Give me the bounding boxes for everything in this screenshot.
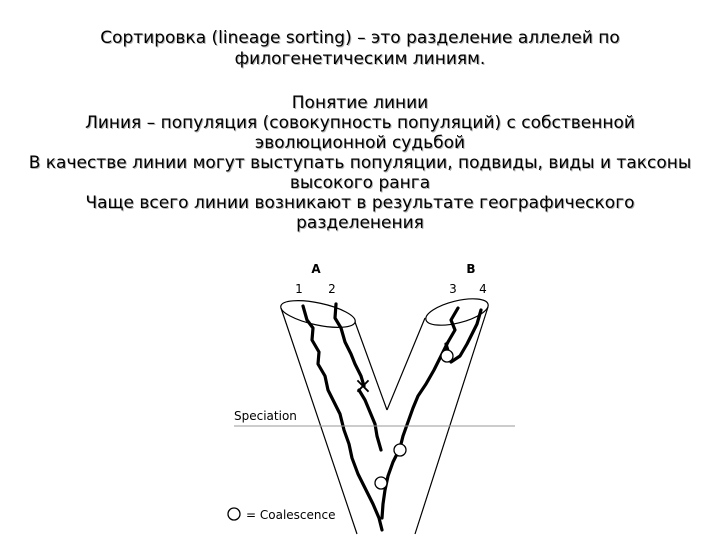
- lineage-1: [303, 306, 382, 530]
- lineage-sorting-diagram: [215, 252, 535, 537]
- coalescence-node: [441, 350, 453, 362]
- allele-3-label: 3: [449, 282, 457, 296]
- legend-text: = Coalescence: [246, 508, 336, 522]
- species-b-label: B: [466, 262, 476, 276]
- lineage-origin: Чаще всего линии возникают в результате географического разделенения: [85, 193, 635, 233]
- lineage-definition: Линия – популяция (совокупность популяций) с собственной эволюционной судьбой: [85, 113, 635, 153]
- coalescence-node: [375, 477, 387, 489]
- slide-title: Сортировка (lineage sorting) – это разделение аллелей по филогенетическим линиям.: [100, 28, 620, 69]
- slide-body: [20, 93, 700, 233]
- section-heading: Понятие линии: [291, 93, 429, 113]
- gene-lineages: [303, 304, 481, 530]
- species-a-label: A: [311, 262, 321, 276]
- lineage-examples: В качестве линии могут выступать популяции, подвиды, виды и таксоны высокого ранга: [28, 153, 692, 193]
- allele-4-label: 4: [479, 282, 487, 296]
- coalescence-nodes: [375, 350, 453, 489]
- allele-2-label: 2: [328, 282, 336, 296]
- coalescence-node: [394, 444, 406, 456]
- lineage-2-branch: [359, 390, 381, 450]
- allele-1-label: 1: [295, 282, 303, 296]
- extinct-lineage-marker: ×: [353, 374, 373, 399]
- speciation-label: Speciation: [234, 409, 297, 423]
- coalescence-legend-icon: [228, 508, 240, 520]
- legend: [228, 508, 335, 522]
